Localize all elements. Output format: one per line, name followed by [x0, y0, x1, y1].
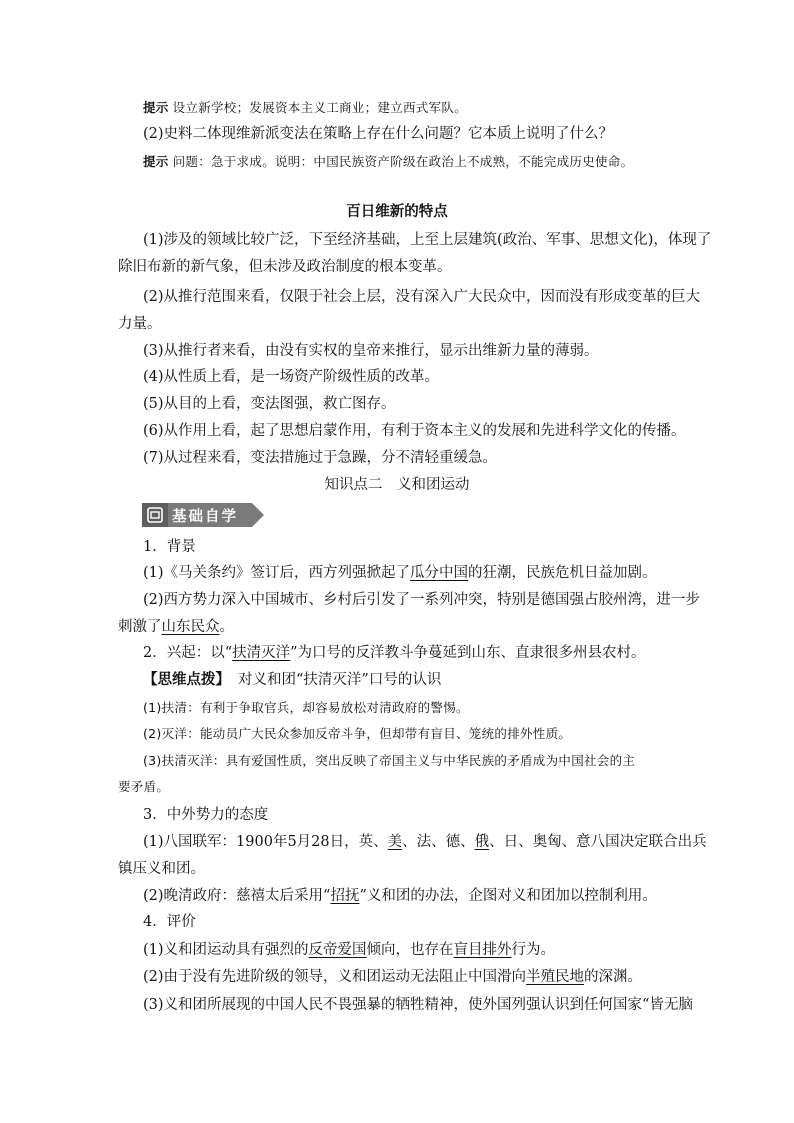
text-segment: 的狂潮，民族危机日益加剧。: [468, 565, 657, 581]
subsection-title: [143, 643, 646, 663]
tip-line: (1)扶清：有利于争取官兵，却容易放松对清政府的警惕。: [143, 700, 469, 715]
text-segment: 、日、奥匈、意八国决定联合出兵: [489, 834, 707, 850]
text-segment: 。: [219, 619, 234, 635]
text-segment: (2)由于没有先进阶级的领导，义和团运动无法阻止中国滑向: [143, 969, 527, 985]
paragraph-line: [143, 940, 555, 960]
question-line: (2)史料二体现维新派变法在策略上存在什么问题？它本质上说明了什么？: [143, 126, 614, 142]
text-segment: (2)晚清政府：慈禧太后采用“: [143, 888, 331, 904]
paragraph-line: (6)从作用上看，起了思想启蒙作用，有利于资本主义的发展和先进科学文化的传播。: [143, 423, 686, 439]
text-segment: (1)义和团运动具有强烈的: [143, 942, 309, 958]
paragraph-line: (3)义和团所展现的中国人民不畏强暴的牺牲精神，使外国列强认识到任何国家“皆无脑: [143, 997, 693, 1013]
section-heading: 百日维新的特点: [346, 203, 448, 220]
section-banner: [142, 503, 264, 527]
hint-text: 问题：急于求成。说明：中国民族资产阶级在政治上不成熟，不能完成历史使命。: [172, 154, 634, 169]
text-segment: 的深渊。: [584, 969, 643, 985]
text-segment: 、法、德、: [402, 834, 475, 850]
paragraph-line: [143, 886, 657, 906]
paragraph-line: (7)从过程来看，变法措施过于急躁，分不清轻重缓急。: [143, 450, 498, 466]
paragraph-line: (4)从性质上看，是一场资产阶级性质的改革。: [143, 369, 440, 385]
text-segment: (1)《马关条约》签订后，西方列强掀起了: [143, 565, 411, 581]
paragraph-line: [143, 563, 657, 583]
hint-text: 设立新学校；发展资本主义工商业；建立西式军队。: [172, 100, 468, 115]
paragraph-line: 镇压义和团。: [118, 861, 205, 877]
text-segment: ”义和团的办法，企图对义和团加以控制利用。: [359, 888, 657, 904]
subsection-title: 4．评价: [143, 914, 196, 930]
underlined-term: 招抚: [330, 888, 360, 904]
paragraph-line: [118, 617, 234, 637]
text-segment: 行为。: [511, 942, 556, 958]
thinking-tip-title: 对义和团“扶清灭洋”口号的认识: [238, 672, 442, 688]
text-segment: 倾向，也存在: [366, 942, 454, 958]
tip-line: 要矛盾。: [118, 779, 170, 794]
hint-line: [143, 152, 633, 172]
underlined-term: 扶清灭洋: [232, 645, 291, 661]
hint-tag: 提示: [143, 154, 169, 169]
underlined-term: 盲目排外: [453, 942, 512, 958]
banner-label: 基础自学: [172, 509, 238, 525]
paragraph-line: (1)涉及的领域比较广泛，下至经济基础，上至上层建筑(政治、军事、思想文化)，体现了: [143, 232, 712, 248]
subsection-title: 1．背景: [143, 539, 196, 555]
paragraph-line: 力量。: [118, 316, 162, 332]
paragraph-line: [143, 832, 707, 852]
paragraph-line: (2)从推行范围来看，仅限于社会上层，没有深入广大民众中，因而没有形成变革的巨大: [143, 289, 701, 305]
knowledge-point-heading: 知识点二 义和团运动: [324, 477, 470, 493]
tip-line: (3)扶清灭洋：具有爱国性质，突出反映了帝国主义与中华民族的矛盾成为中国社会的主: [143, 753, 636, 768]
text-segment: (1)八国联军：1900年5月28日，英、: [143, 834, 388, 850]
paragraph-line: (3)从推行者来看，由没有实权的皇帝来推行，显示出维新力量的薄弱。: [143, 343, 599, 359]
underlined-term: 山东民众: [161, 619, 220, 635]
underlined-term: 瓜分中国: [410, 565, 469, 581]
subsection-title: 3．中外势力的态度: [143, 807, 269, 823]
thinking-tip-tag: 【思维点拨】: [143, 671, 230, 688]
hint-tag: 提示: [143, 100, 169, 115]
paragraph-line: [143, 967, 642, 987]
paragraph-line: (2)西方势力深入中国城市、乡村后引发了一系列冲突，特别是德国强占胶州湾，进一步: [143, 592, 701, 608]
underlined-term: 俄: [474, 834, 490, 850]
underlined-term: 美: [387, 834, 403, 850]
text-segment: ”为口号的反洋教斗争蔓延到山东、直隶很多州县农村。: [290, 645, 646, 661]
hint-line: [143, 98, 467, 118]
paragraph-line: (5)从目的上看，变法图强，救亡图存。: [143, 396, 396, 412]
text-segment: 2．兴起：以“: [143, 645, 233, 661]
underlined-term: 半殖民地: [526, 969, 585, 985]
paragraph-line: 除旧布新的新气象，但未涉及政治制度的根本变革。: [118, 259, 452, 275]
underlined-term: 反帝爱国: [308, 942, 367, 958]
text-segment: 刺激了: [118, 619, 162, 635]
book-icon: [145, 505, 165, 525]
thinking-tip-heading: [143, 670, 441, 690]
tip-line: (2)灭洋：能动员广大民众参加反帝斗争，但却带有盲目、笼统的排外性质。: [143, 726, 572, 741]
